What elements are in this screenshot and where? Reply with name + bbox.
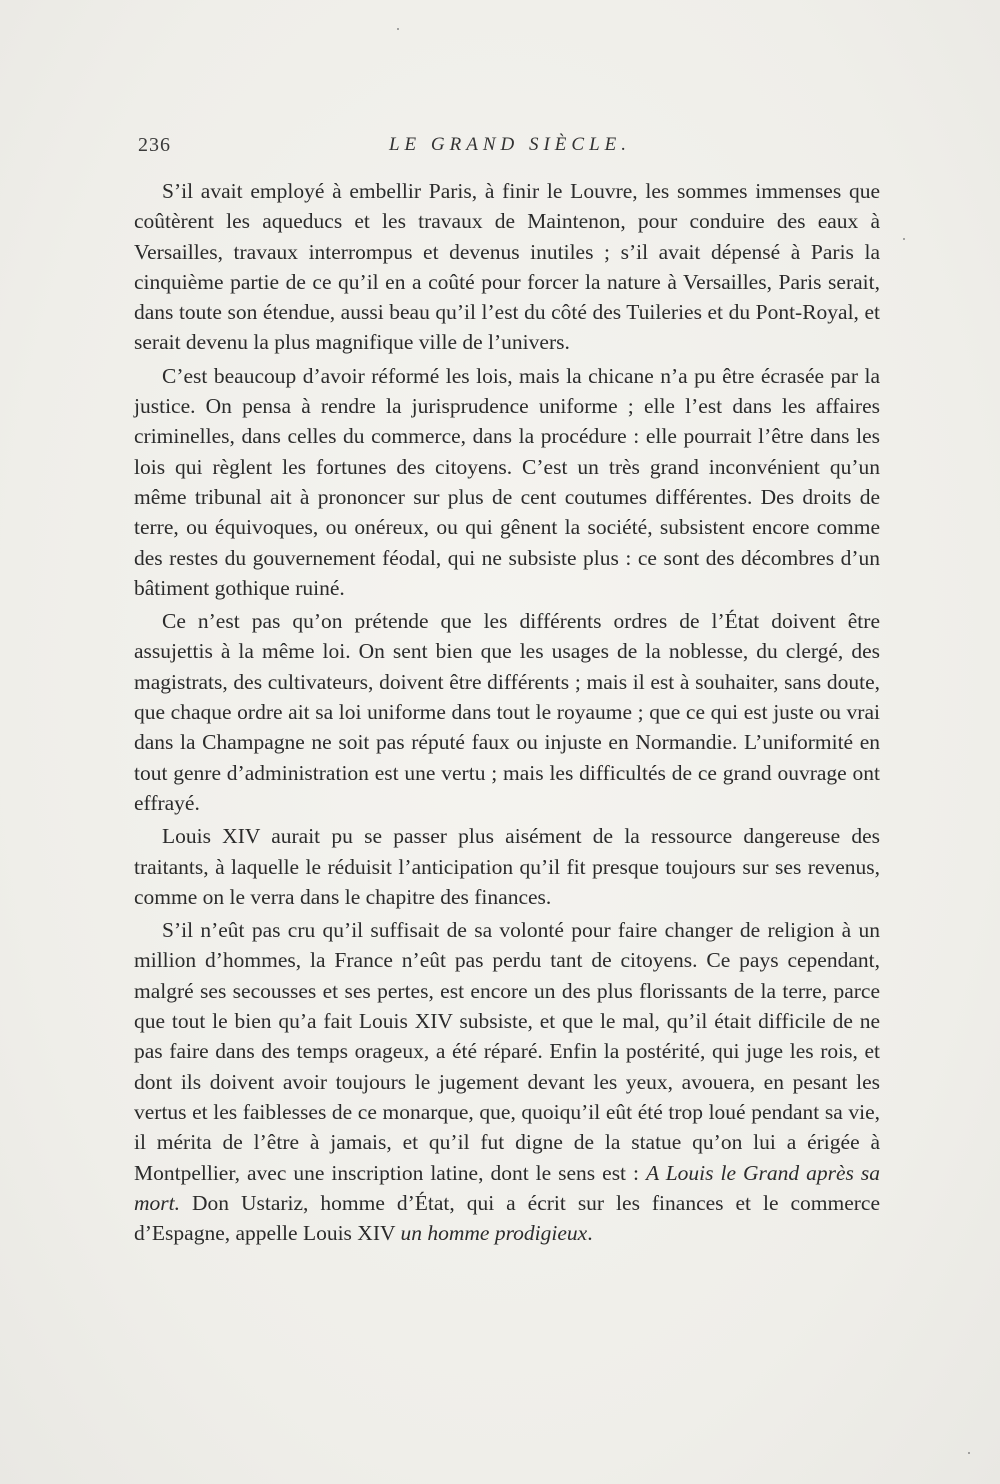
- paper-speck: [903, 238, 905, 240]
- inscription-quote: A Louis le Grand après sa mort.: [134, 1160, 880, 1215]
- paragraph-5-text-before: S’il n’eût pas cru qu’il suffisait de sa volonté pour faire changer de religion à un million d’hommes, la France n’eût pas perdu tant de citoyens. Ce pays cependant, malgré ses secousses et ses pertes, est encore un des plus florissants de la terre, parce que tout le bien qu’a fait Louis XIV subsiste, et que le mal, qu’il était difficile de ne pas faire dans des temps orageux, a été réparé. Enfin la postérité, qui juge les rois, et dont ils doivent avoir toujours le jugement devant les yeux, avouera, en pesant les vertus et les faiblesses de ce monarque, que, quoiqu’il eût été trop loué pendant sa vie, il mérita de l’être à jamais, et qu’il fut digne de la statue qu’on lui a érigée à Montpellier, avec une inscription latine, dont le sens est :: [134, 918, 880, 1185]
- ustariz-quote: un homme prodigieux: [400, 1221, 588, 1246]
- paragraph-5-text-after: .: [587, 1221, 593, 1246]
- paragraph-1: S’il avait employé à embellir Paris, à finir le Louvre, les sommes immenses que coûtèrent les aqueducs et les travaux de Maintenon, pour conduire des eaux à Versailles, travaux interrompus et devenus inutiles ; s’il avait dépensé à Paris la cinquième partie de ce qu’il en a coûté pour forcer la nature à Versailles, Paris serait, dans toute son étendue, aussi beau qu’il l’est du côté des Tuileries et du Pont-Royal, et serait devenu la plus magnifique ville de l’univers.: [134, 179, 880, 355]
- running-title: LE GRAND SIÈCLE.: [388, 134, 632, 155]
- page-number: 236: [138, 134, 171, 156]
- body-text: [134, 176, 880, 1251]
- paragraph-2: C’est beaucoup d’avoir réformé les lois, mais la chicane n’a pu être écrasée par la justice. On pensa à rendre la jurisprudence uniforme ; elle l’est dans les affaires criminelles, dans celles du commerce, dans la procédure : elle pourrait l’être dans les lois qui règlent les fortunes des citoyens. C’est un très grand inconvénient qu’un même tribunal ait à prononcer sur plus de cent coutumes différentes. Des droits de terre, ou équivoques, ou onéreux, ou qui gênent la société, subsistent encore comme des restes du gouvernement féodal, qui ne subsiste plus : ce sont des décombres d’un bâtiment gothique ruiné.: [134, 363, 880, 600]
- paragraph-3: Ce n’est pas qu’on prétende que les différents ordres de l’État doivent être assujettis à la même loi. On sent bien que les usages de la noblesse, du clergé, des magistrats, des cultivateurs, doivent être différents ; mais il est à souhaiter, sans doute, que chaque ordre ait sa loi uniforme dans tout le royaume ; que ce qui est juste ou vrai dans la Champagne ne soit pas réputé faux ou injuste en Normandie. L’uniformité en tout genre d’administration est une vertu ; mais les difficultés de ce grand ouvrage ont effrayé.: [134, 609, 880, 815]
- running-head: [138, 134, 882, 164]
- paragraph-4: Louis XIV aurait pu se passer plus aisément de la ressource dangereuse des traitants, à laquelle le réduisit l’anticipation qu’il fit presque toujours sur ses revenus, comme on le verra dans le chapitre des finances.: [134, 824, 880, 909]
- paper-speck: [397, 28, 399, 30]
- paper-speck: [968, 1452, 970, 1454]
- paragraph-5: [134, 915, 880, 1248]
- paragraph-5-text-middle: Don Ustariz, homme d’État, qui a écrit sur les finances et le commerce d’Espagne, appelle Louis XIV: [134, 1190, 880, 1246]
